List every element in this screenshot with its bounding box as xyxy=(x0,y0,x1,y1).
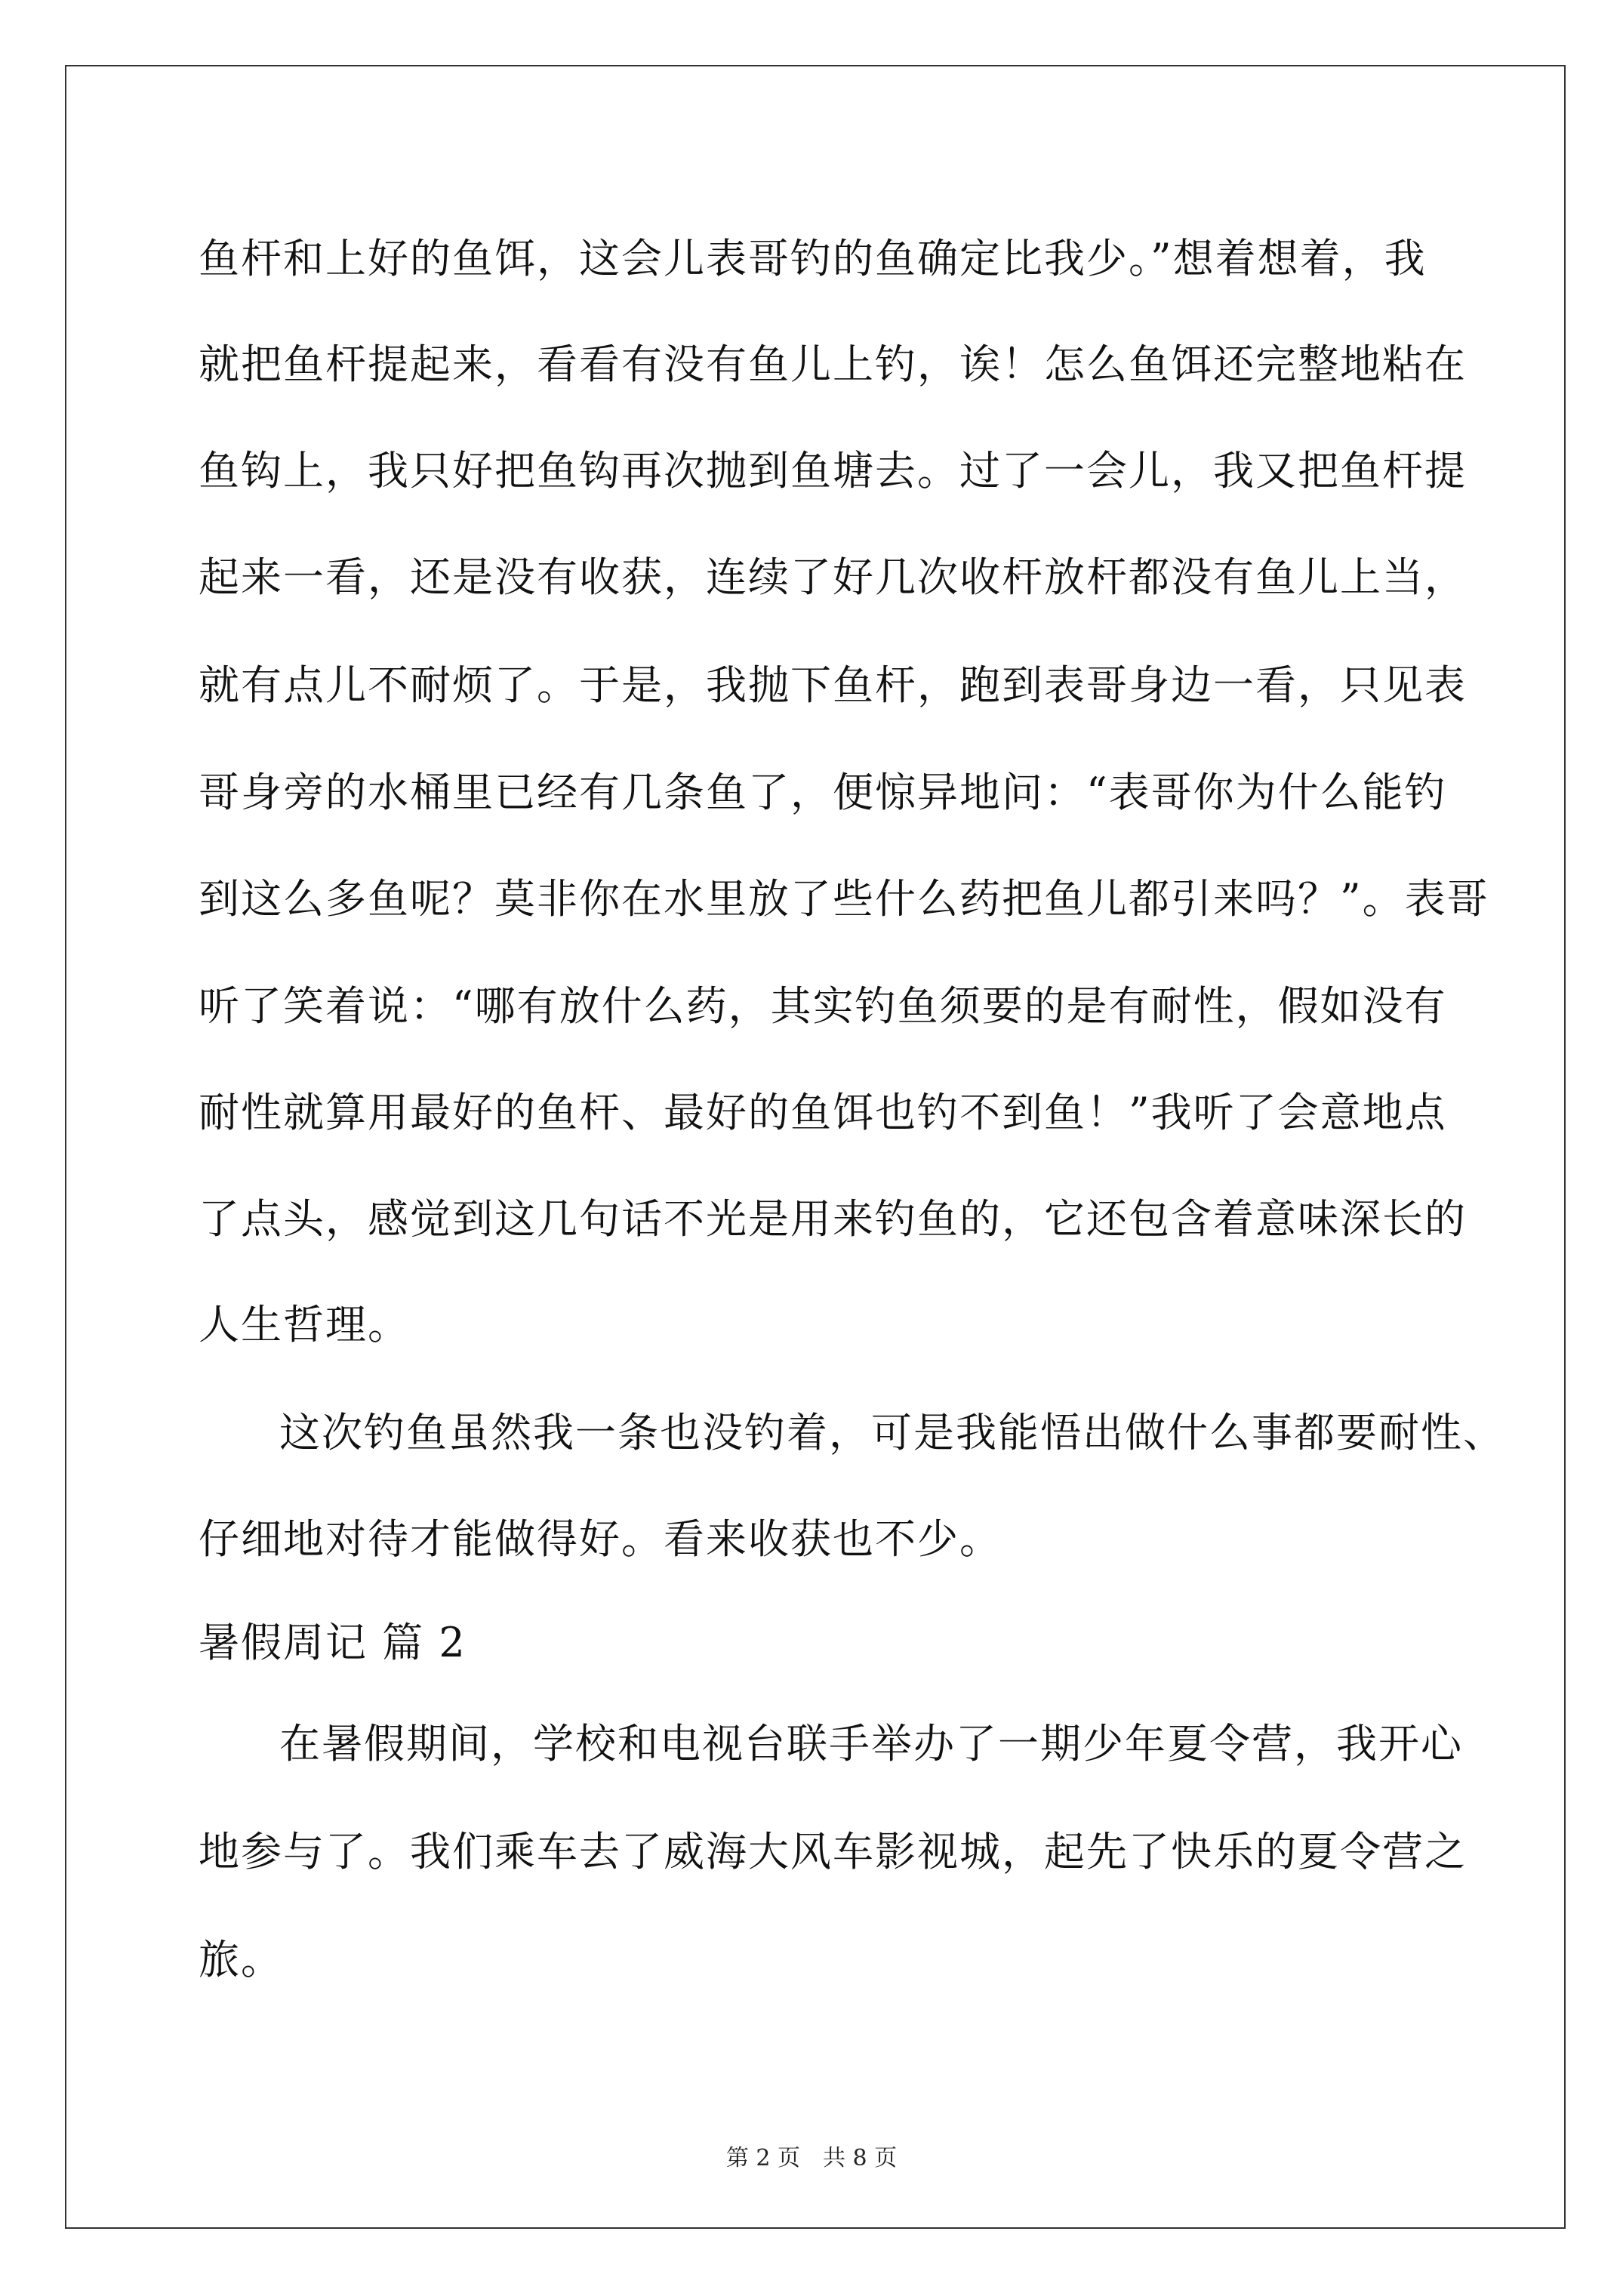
paragraph-line: 地参与了。我们乘车去了威海大风车影视城，起先了快乐的夏令营之 xyxy=(199,1828,1467,1875)
paragraph-line: 听了笑着说：“哪有放什么药，其实钓鱼须要的是有耐性，假如没有 xyxy=(199,982,1447,1030)
paragraph-line: 就有点儿不耐烦了。于是，我抛下鱼杆，跑到表哥身边一看，只见表 xyxy=(199,661,1467,709)
section-heading: 暑假周记 篇 2 xyxy=(199,1619,467,1666)
page-number: 第 2 页 共 8 页 xyxy=(725,2145,898,2171)
paragraph-line: 就把鱼杆提起来，看看有没有鱼儿上钓，诶！怎么鱼饵还完整地粘在 xyxy=(199,341,1467,388)
paragraph-line: 哥身旁的水桶里已经有几条鱼了，便惊异地问：“表哥你为什么能钓 xyxy=(199,769,1447,816)
paragraph-line: 人生哲理。 xyxy=(199,1301,410,1348)
paragraph-line: 起来一看，还是没有收获，连续了好几次收杆放杆都没有鱼儿上当， xyxy=(199,553,1467,601)
paragraph-line: 到这么多鱼呢？莫非你在水里放了些什么药把鱼儿都引来吗？”。表哥 xyxy=(199,875,1489,923)
paragraph-line: 仔细地对待才能做得好。看来收获也不少。 xyxy=(199,1515,1002,1563)
paragraph-line: 鱼杆和上好的鱼饵，这会儿表哥钓的鱼确定比我少。”想着想着，我 xyxy=(199,235,1427,282)
paragraph-line: 了点头，感觉到这几句话不光是用来钓鱼的，它还包含着意味深长的 xyxy=(199,1195,1467,1243)
paragraph-line: 鱼钩上，我只好把鱼钩再次抛到鱼塘去。过了一会儿，我又把鱼杆提 xyxy=(199,447,1467,495)
paragraph-line: 耐性就算用最好的鱼杆、最好的鱼饵也钓不到鱼！”我听了会意地点 xyxy=(199,1089,1447,1136)
paragraph-line: 这次钓鱼虽然我一条也没钓着，可是我能悟出做什么事都要耐性、 xyxy=(279,1409,1505,1456)
paragraph-line: 旅。 xyxy=(199,1936,283,1983)
paragraph-line: 在暑假期间，学校和电视台联手举办了一期少年夏令营，我开心 xyxy=(279,1720,1463,1767)
